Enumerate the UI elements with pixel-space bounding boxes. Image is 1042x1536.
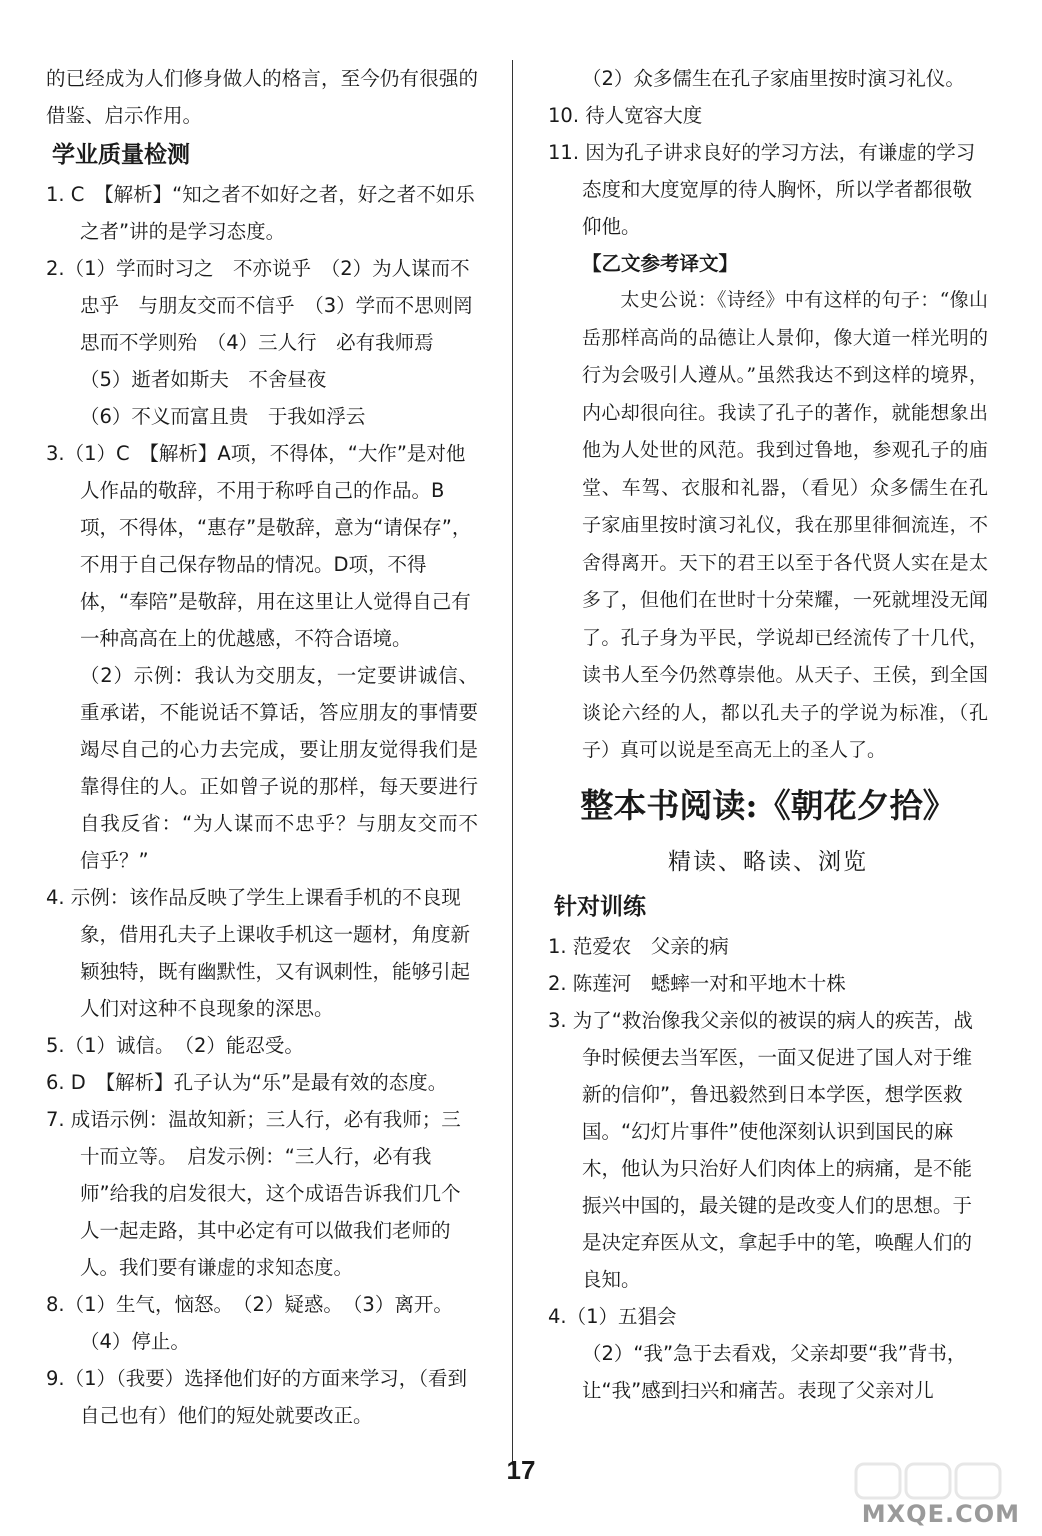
left-column bbox=[46, 60, 493, 1434]
answer-item-4: 4. 示例：该作品反映了学生上课看手机的不良现象，借用孔夫子上课收手机这一题材，角度新颖独特，既有幽默性，又有讽刺性，能够引起人们对这种不良现象的深思。 bbox=[46, 886, 471, 1020]
answer-item-11: 11. 因为孔子讲求良好的学习方法，有谦虚的学习态度和大度宽厚的待人胸怀，所以学者都很敬仰他。 bbox=[548, 141, 976, 238]
intro-paragraph: 的已经成为人们修身做人的格言，至今仍有很强的借鉴、启示作用。 bbox=[46, 67, 478, 127]
translation-body: 太史公说：《诗经》中有这样的句子：“像山岳那样高尚的品德让人景仰，像大道一样光明的行为会吸引人遵从。”虽然我达不到这样的境界，内心却很向往。我读了孔子的著作，就能想象出他为人处世的风范。我到过鲁地，参观孔子的庙堂、车驾、衣服和礼器，（看见）众多儒生在孔子家庙里按时演习礼仪，我在那里徘徊流连，不舍得离开。天下的君王以至于各代贤人实在是太多了，但他们在世时十分荣耀，一死就埋没无闻了。孔子身为平民，学说却已经流传了十几代，读书人至今仍然尊崇他。从天子、王侯，到全国谈论六经的人，都以孔夫子的学说为标准，（孔子）真可以说是至高无上的圣人了。 bbox=[582, 289, 988, 761]
training-item-3: 3. 为了“救治像我父亲似的被误的病人的疾苦，战争时候便去当军医，一面又促进了国人对于维新的信仰”，鲁迅毅然到日本学医，想学医救国。“幻灯片事件”使他深刻认识到国民的麻木，他认为只治好人们肉体上的病痛，是不能振兴中国的，最关键的是改变人们的思想。于是决定弃医从文，拿起手中的笔，唤醒人们的良知。 bbox=[548, 1008, 973, 1291]
translation-title: 【乙文参考译文】 bbox=[582, 252, 739, 275]
answer-item-3: 3.（1）C 【解析】A项，不得体，“大作”是对他人作品的敬辞，不用于称呼自己的作品。B项，不得体，“惠存”是敬辞，意为“请保存”，不用于自己保存物品的情况。D项，不得体，“奉陪”是敬辞，用在这里让人觉得自己有一种高高在上的优越感，不符合语境。 bbox=[46, 442, 472, 650]
answer-item-2: 2.（1）学而时习之 不亦说乎 （2）为人谋而不忠乎 与朋友交而不信乎 （3）学而不思则罔 思而不学则殆 （4）三人行 必有我师焉 （5）逝者如斯夫 不舍昼夜 bbox=[46, 257, 493, 391]
answer-item-3-extra: （2）示例：我认为交朋友，一定要讲诚信、重承诺，不能说话不算话，答应朋友的事情要竭尽自己的心力去完成，要让朋友觉得我们是靠得住的人。正如曾子说的那样，每天要进行自我反省：“为人谋而不忠乎？与朋友交而不信乎？” bbox=[80, 664, 478, 872]
answer-item-2-extra: （6）不义而富且贵 于我如浮云 bbox=[80, 405, 366, 428]
reading-methods-subtitle: 精读、略读、浏览 bbox=[668, 848, 868, 875]
answer-item-6: 6. D 【解析】孔子认为“乐”是最有效的态度。 bbox=[46, 1071, 448, 1094]
right-column bbox=[548, 60, 988, 1409]
book-reading-title: 整本书阅读:《朝花夕拾》 bbox=[580, 785, 956, 825]
answer-item-5: 5.（1）诚信。 （2）能忍受。 bbox=[46, 1034, 304, 1057]
training-item-4: 4.（1）五猖会 bbox=[548, 1304, 677, 1328]
answer-item-7: 7. 成语示例：温故知新；三人行，必有我师；三十而立等。 启发示例：“三人行，必有我师”给我的启发很大，这个成语告诉我们几个人一起走路，其中必定有可以做我们老师的人。我们要有谦虚的求知态度。 bbox=[46, 1108, 461, 1279]
answer-item-9: 9.（1）（我要）选择他们好的方面来学习，（看到自己也有）他们的短处就要改正。 bbox=[46, 1367, 468, 1427]
answer-item-1: 1. C 【解析】“知之者不如好之者，好之者不如乐之者”讲的是学习态度。 bbox=[46, 183, 475, 243]
section-title-training: 针对训练 bbox=[554, 893, 646, 920]
column-divider bbox=[512, 60, 513, 1465]
training-item-1: 1. 范爱农 父亲的病 bbox=[548, 934, 729, 958]
section-title-quality-check: 学业质量检测 bbox=[52, 142, 190, 168]
training-item-4-extra: （2）“我”急于去看戏，父亲却要“我”背书，让“我”感到扫兴和痛苦。表现了父亲对儿 bbox=[582, 1341, 967, 1402]
page-number: 17 bbox=[506, 1455, 536, 1485]
translation-text bbox=[548, 282, 988, 770]
answer-item-8: 8.（1）生气，恼怒。 （2）疑惑。 （3）离开。 （4）停止。 bbox=[46, 1293, 463, 1353]
training-item-2: 2. 陈莲河 蟋蟀一对和平地木十株 bbox=[548, 971, 846, 995]
answer-item-9-extra: （2）众多儒生在孔子家庙里按时演习礼仪。 bbox=[582, 67, 965, 90]
answer-item-10: 10. 待人宽容大度 bbox=[548, 104, 703, 127]
watermark-text: MXQE.COM bbox=[861, 1500, 1020, 1528]
